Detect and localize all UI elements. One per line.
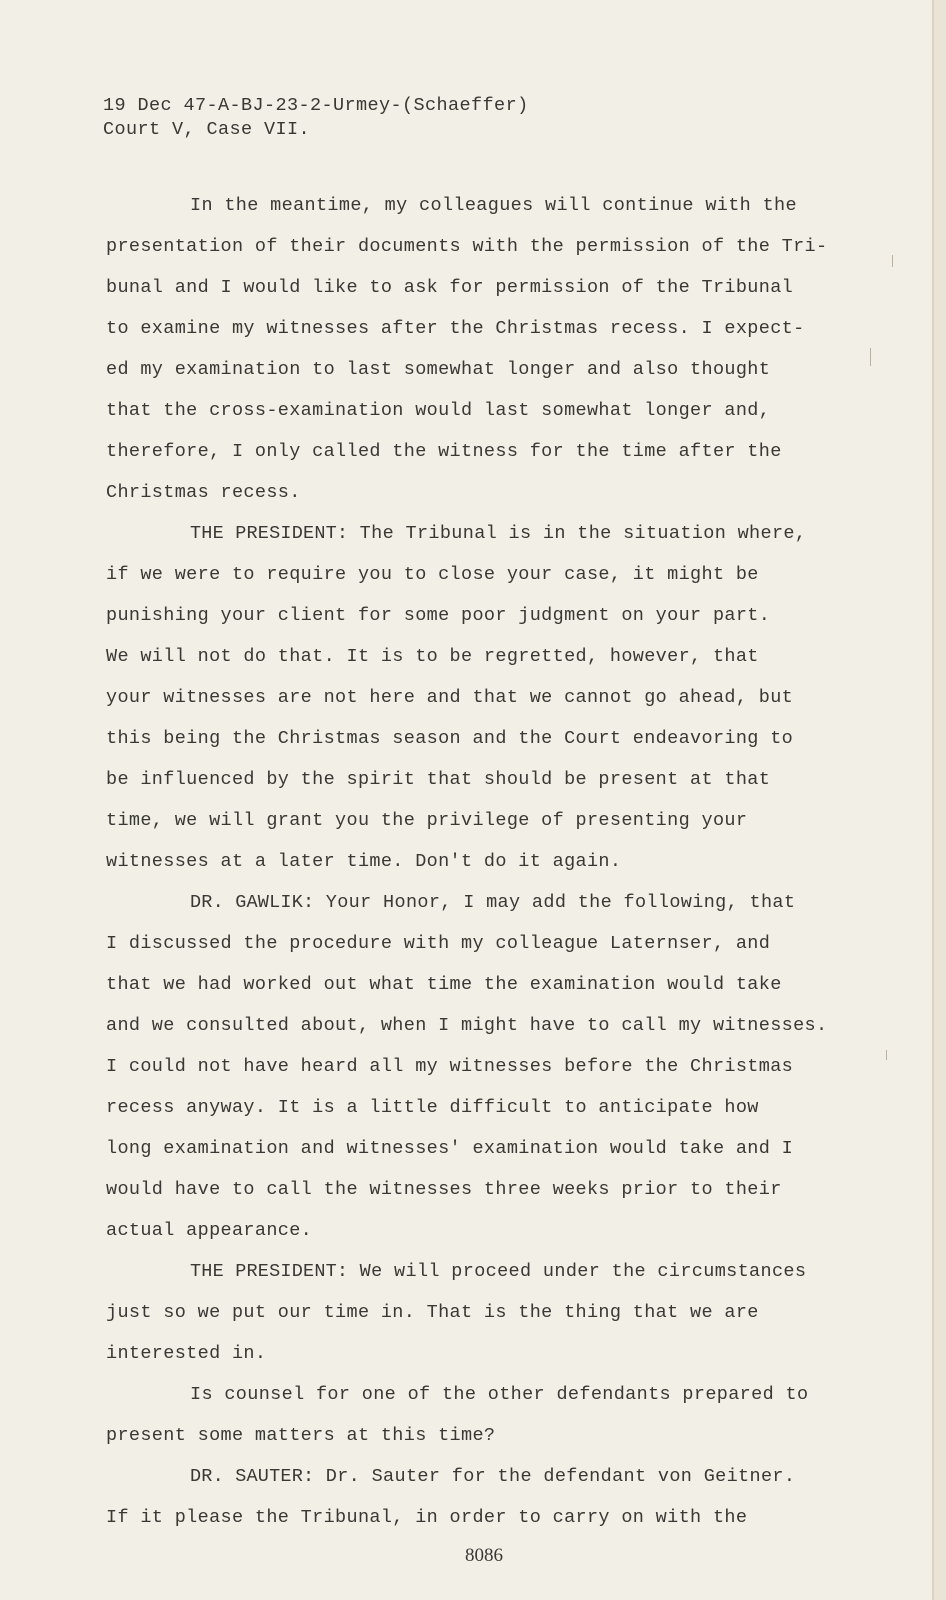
transcript-paragraph	[106, 1251, 886, 1374]
transcript-paragraph	[106, 1456, 886, 1538]
paragraph-text: We will proceed under the circumstances just so we put our time in. That is the thing that we are interested in.	[106, 1261, 807, 1364]
margin-tick	[870, 348, 871, 366]
speaker-label: DR. GAWLIK:	[190, 892, 315, 913]
transcript-paragraph	[106, 513, 886, 882]
transcript-paragraph	[106, 1374, 886, 1456]
paragraph-text: The Tribunal is in the situation where, if we were to require you to close your case, it might be punishing your client for some poor judgment on your part. We will not do that. It is to be regretted, however, that your witnesses are not here and that we cannot go ahead, but this being the Christmas season and the Court endeavoring to be influenced by the spirit that should be present at that time, we will grant you the privilege of presenting your witnesses at a later time. Don't do it again.	[106, 523, 807, 872]
page-number: 8086	[465, 1545, 503, 1566]
transcript-body	[106, 185, 886, 1538]
header-court-case: Court V, Case VII.	[103, 119, 311, 140]
speaker-label: DR. SAUTER:	[190, 1466, 315, 1487]
margin-tick	[886, 1050, 887, 1060]
transcript-paragraph	[106, 882, 886, 1251]
paragraph-text: In the meantime, my colleagues will continue with the presentation of their documents with the permission of the Tri- bunal and I would like to ask for permission of the Tribunal to examine my witnesses after the Christmas recess. I expect- ed my examination to last somewhat longer and also thought that the cross-examination would last somewhat longer and, therefore, I only called the witness for the time after the Christmas recess.	[106, 195, 828, 503]
document-header	[103, 94, 529, 142]
speaker-label: THE PRESIDENT:	[190, 523, 349, 544]
paragraph-text: Dr. Sauter for the defendant von Geitner. If it please the Tribunal, in order to carry on with the	[106, 1466, 796, 1528]
paragraph-text: Is counsel for one of the other defendants prepared to present some matters at this time?	[106, 1384, 809, 1446]
transcript-paragraph	[106, 185, 886, 513]
header-reference: 19 Dec 47-A-BJ-23-2-Urmey-(Schaeffer)	[103, 95, 529, 116]
paragraph-text: Your Honor, I may add the following, that I discussed the procedure with my colleague Laternser, and that we had worked out what time the examination would take and we consulted about, when I might have to call my witnesses. I could not have heard all my witnesses before the Christmas recess anyway. It is a little difficult to anticipate how long examination and witnesses' examination would take and I would have to call the witnesses three weeks prior to their actual appearance.	[106, 892, 828, 1241]
margin-tick	[892, 255, 893, 267]
speaker-label: THE PRESIDENT:	[190, 1261, 349, 1282]
